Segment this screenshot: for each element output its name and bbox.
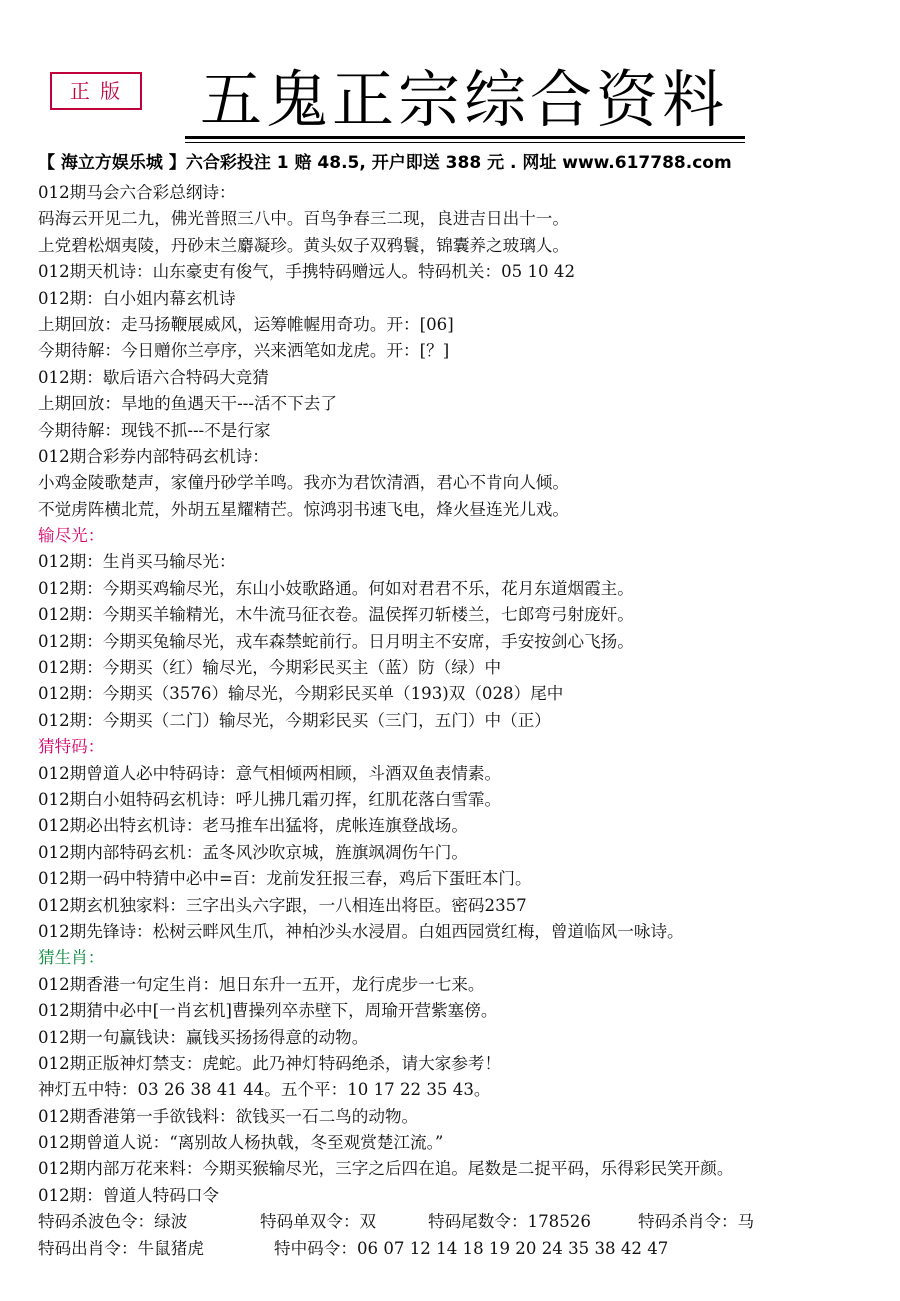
text-line: 012期：歇后语六合特码大竞猜 (38, 367, 269, 387)
text-line: 012期猜中必中[一肖玄机]曹操列卒赤壁下，周瑜开营紫塞傍。 (38, 1001, 498, 1021)
text-line: 码海云开见二九，佛光普照三八中。百鸟争春三二现，良进吉日出十一。 (38, 209, 569, 229)
section-heading-lose-all: 输尽光： (38, 526, 105, 546)
command-kill-zodiac: 特码杀肖令：马 (638, 1212, 755, 1232)
text-line: 012期曾道人说：“离别故人杨执戟，冬至观赏楚江流。” (38, 1133, 444, 1153)
text-line: 012期内部特码玄机：孟冬风沙吹京城，旌旗飒凋伤午门。 (38, 842, 468, 862)
advert-banner: 【 海立方娱乐城 】六合彩投注 1 赔 48.5, 开户即送 388 元 . 网址 www.617788.com (38, 153, 732, 173)
text-line: 012期天机诗：山东豪吏有俊气，手携特码赠远人。特码机关：05 10 42 (38, 262, 576, 282)
text-line: 012期一句赢钱诀：赢钱买扬扬得意的动物。 (38, 1027, 369, 1047)
command-hit-codes: 特中码令：06 07 12 14 18 19 20 24 35 38 42 47 (274, 1238, 669, 1258)
text-line: 012期：白小姐内幕玄机诗 (38, 288, 236, 308)
command-kill-color: 特码杀波色令：绿波 (38, 1212, 188, 1232)
text-line: 012期马会六合彩总纲诗： (38, 183, 236, 202)
text-line: 上期回放：走马扬鞭展威风，运筹帷幄用奇功。开：[06] (38, 314, 454, 334)
text-line: 012期曾道人必中特码诗：意气相倾两相顾，斗酒双鱼表情素。 (38, 763, 502, 783)
text-line: 今期待解：今日赠你兰亭序，兴来洒笔如龙虎。开：[？] (38, 341, 450, 361)
section-heading-guess-code: 猜特码： (38, 737, 105, 757)
text-line: 神灯五中特：03 26 38 41 44。五个平：10 17 22 35 43。 (38, 1080, 491, 1100)
command-row-2 (38, 1236, 883, 1262)
command-odd-even: 特码单双令：双 (260, 1212, 377, 1232)
text-line: 012期白小姐特码玄机诗：呼儿拂几霜刃挥，红肌花落白雪霏。 (38, 789, 502, 809)
text-line: 012期内部万花来料：今期买猴输尽光，三字之后四在追。尾数是二捉平码，乐得彩民笑开颜。 (38, 1159, 734, 1179)
section-heading-guess-zodiac: 猜生肖： (38, 948, 105, 968)
text-line: 012期一码中特猜中必中=百：龙前发狂报三春，鸡后下蛋旺本门。 (38, 869, 532, 889)
text-line: 012期：今期买（二门）输尽光，今期彩民买（三门，五门）中（正） (38, 710, 551, 730)
text-line: 012期：今期买兔输尽光，戎车森禁蛇前行。日月明主不安席，手安按剑心飞扬。 (38, 631, 634, 651)
command-tail-number: 特码尾数令：178526 (428, 1212, 591, 1232)
text-line: 012期：曾道人特码口令 (38, 1185, 220, 1205)
text-line: 今期待解：现钱不抓---不是行家 (38, 420, 271, 440)
text-line: 上党碧松烟夷陵，丹砂末兰麝凝珍。黄头奴子双鸦鬟，锦囊养之玻璃人。 (38, 235, 569, 255)
text-line: 012期：今期买（红）输尽光，今期彩民买主（蓝）防（绿）中 (38, 658, 502, 678)
text-line: 012期先锋诗：松树云畔风生爪，神柏沙头水浸眉。白姐西园赏红梅，曾道临风一咏诗。 (38, 921, 684, 941)
title-underline-thin (185, 142, 745, 143)
command-row-1 (38, 1209, 883, 1235)
command-out-zodiac: 特码出肖令：牛鼠猪虎 (38, 1238, 204, 1258)
text-line: 小鸡金陵歌楚声，家僮丹砂学羊鸣。我亦为君饮清酒，君心不肯向人倾。 (38, 473, 569, 493)
text-line: 012期合彩券内部特码玄机诗： (38, 446, 269, 466)
text-line: 012期必出特玄机诗：老马推车出猛将，虎帐连旗登战场。 (38, 816, 468, 836)
page-title: 五鬼正宗综合资料 (199, 63, 728, 136)
text-line: 012期香港一句定生肖：旭日东升一五开，龙行虎步一七来。 (38, 974, 485, 994)
authentic-stamp: 正 版 (50, 72, 142, 110)
text-line: 012期香港第一手欲钱料：欲钱买一石二鸟的动物。 (38, 1106, 419, 1126)
text-line: 012期：今期买鸡输尽光，东山小妓歌路通。何如对君君不乐，花月东道烟霞主。 (38, 578, 634, 598)
text-line: 012期：生肖买马输尽光： (38, 552, 236, 572)
content-body (38, 180, 883, 1262)
title-underline-thick (185, 136, 745, 139)
text-line: 012期正版神灯禁支：虎蛇。此乃神灯特码绝杀，请大家参考！ (38, 1053, 502, 1073)
text-line: 上期回放：旱地的鱼遇天干---活不下去了 (38, 394, 337, 414)
text-line: 012期玄机独家料：三字出头六字跟，一八相连出将臣。密码2357 (38, 895, 527, 915)
text-line: 012期：今期买羊输精光，木牛流马征衣卷。温侯挥刃斩楼兰，七郎弯弓射庞奸。 (38, 605, 634, 625)
text-line: 不觉虏阵横北荒，外胡五星耀精芒。惊鸿羽书速飞电，烽火昼连光儿戏。 (38, 499, 569, 519)
text-line: 012期：今期买（3576）输尽光，今期彩民买单（193)双（028）尾中 (38, 684, 564, 704)
